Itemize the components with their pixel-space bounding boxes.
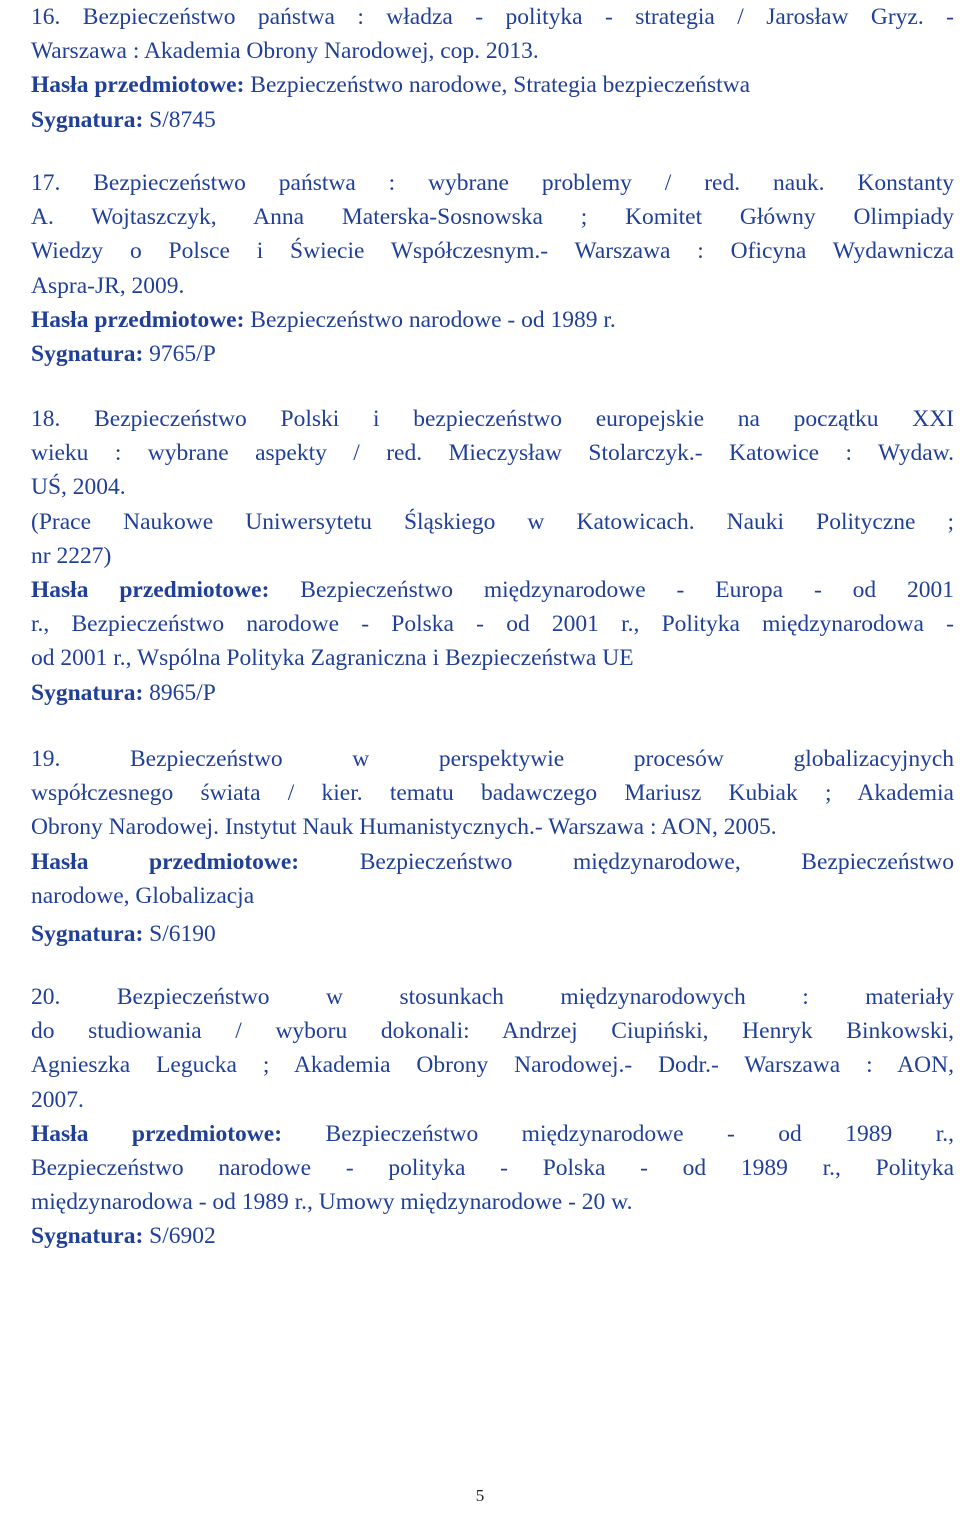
signature-line xyxy=(31,103,954,137)
signature-line xyxy=(31,1219,954,1253)
subject-headings xyxy=(31,845,954,879)
subject-text: Bezpieczeństwo międzynarodowe - od 1989 r., xyxy=(325,1120,955,1147)
entry-line: UŚ, 2004. xyxy=(31,474,126,501)
signature-line xyxy=(31,917,954,951)
signature-value: S/8745 xyxy=(149,106,216,133)
page-number: 5 xyxy=(475,1486,485,1505)
entry-line: (Prace Naukowe Uniwersytetu Śląskiego w Katowicach. Nauki Polityczne ; xyxy=(31,508,954,535)
subject-headings xyxy=(31,1117,954,1151)
subject-text: Bezpieczeństwo międzynarodowe - Europa - od 2001 xyxy=(300,577,955,604)
entry-line: do studiowania / wyboru dokonali: Andrzej Ciupiński, Henryk Binkowski, xyxy=(31,1018,954,1045)
signature-line xyxy=(31,337,954,371)
subject-headings xyxy=(31,303,954,337)
entry-line: 19. Bezpieczeństwo w perspektywie procesów globalizacyjnych xyxy=(31,746,954,772)
entry-line: współczesnego świata / kier. tematu badawczego Mariusz Kubiak ; Akademia xyxy=(31,780,954,807)
subject-continuation: r., Bezpieczeństwo narodowe - Polska - od 2001 r., Polityka międzynarodowa - xyxy=(31,611,954,638)
entry-line: 17. Bezpieczeństwo państwa : wybrane problemy / red. nauk. Konstanty xyxy=(31,170,954,196)
subject-label: Hasła przedmiotowe: xyxy=(31,306,245,333)
signature-label: Sygnatura: xyxy=(31,106,144,133)
subject-label: Hasła przedmiotowe: xyxy=(31,577,270,604)
subject-continuation: Bezpieczeństwo narodowe - polityka - Polska - od 1989 r., Polityka xyxy=(31,1155,954,1182)
subject-label: Hasła przedmiotowe: xyxy=(31,1120,283,1147)
subject-text: Bezpieczeństwo narodowe - od 1989 r. xyxy=(250,306,616,333)
signature-label: Sygnatura: xyxy=(31,341,144,368)
entry-line: 18. Bezpieczeństwo Polski i bezpieczeństwo europejskie na początku XXI xyxy=(31,406,954,432)
subject-text: Bezpieczeństwo narodowe, Strategia bezpieczeństwa xyxy=(250,72,751,99)
subject-headings xyxy=(31,68,954,102)
signature-line xyxy=(31,676,954,710)
bibliography-entry-20 xyxy=(31,980,954,1254)
subject-label: Hasła przedmiotowe: xyxy=(31,72,245,99)
entry-line: 2007. xyxy=(31,1086,84,1113)
entry-line: Obrony Narodowej. Instytut Nauk Humanistycznych.- Warszawa : AON, 2005. xyxy=(31,814,777,841)
signature-value: 8965/P xyxy=(149,679,216,706)
entry-line: Warszawa : Akademia Obrony Narodowej, cop. 2013. xyxy=(31,38,539,65)
subject-continuation: narodowe, Globalizacja xyxy=(31,882,255,909)
signature-value: S/6190 xyxy=(149,921,216,948)
signature-value: S/6902 xyxy=(149,1223,216,1250)
entry-line: A. Wojtaszczyk, Anna Materska-Sosnowska ; Komitet Główny Olimpiady xyxy=(31,204,954,231)
bibliography-entry-16 xyxy=(31,0,954,137)
entry-line: Agnieszka Legucka ; Akademia Obrony Narodowej.- Dodr.- Warszawa : AON, xyxy=(31,1052,954,1079)
bibliography-entry-17 xyxy=(31,166,954,371)
entry-line: 20. Bezpieczeństwo w stosunkach międzynarodowych : materiały xyxy=(31,984,954,1010)
entry-line: nr 2227) xyxy=(31,542,112,569)
signature-label: Sygnatura: xyxy=(31,921,144,948)
subject-text: Bezpieczeństwo międzynarodowe, Bezpieczeństwo xyxy=(359,848,954,875)
bibliography-entry-18 xyxy=(31,402,954,710)
entry-line: 16. Bezpieczeństwo państwa : władza - polityka - strategia / Jarosław Gryz. - xyxy=(31,4,954,30)
subject-continuation: od 2001 r., Wspólna Polityka Zagraniczna i Bezpieczeństwa UE xyxy=(31,645,634,672)
bibliography-entry-19 xyxy=(31,742,954,951)
subject-continuation: międzynarodowa - od 1989 r., Umowy międzynarodowe - 20 w. xyxy=(31,1189,633,1216)
entry-line: wieku : wybrane aspekty / red. Mieczysław Stolarczyk.- Katowice : Wydaw. xyxy=(31,440,954,467)
entry-line: Aspra-JR, 2009. xyxy=(31,272,185,299)
subject-label: Hasła przedmiotowe: xyxy=(31,848,300,875)
signature-value: 9765/P xyxy=(149,341,216,368)
signature-label: Sygnatura: xyxy=(31,679,144,706)
subject-headings xyxy=(31,573,954,607)
entry-line: Wiedzy o Polsce i Świecie Współczesnym.- Warszawa : Oficyna Wydawnicza xyxy=(31,238,954,265)
signature-label: Sygnatura: xyxy=(31,1223,144,1250)
